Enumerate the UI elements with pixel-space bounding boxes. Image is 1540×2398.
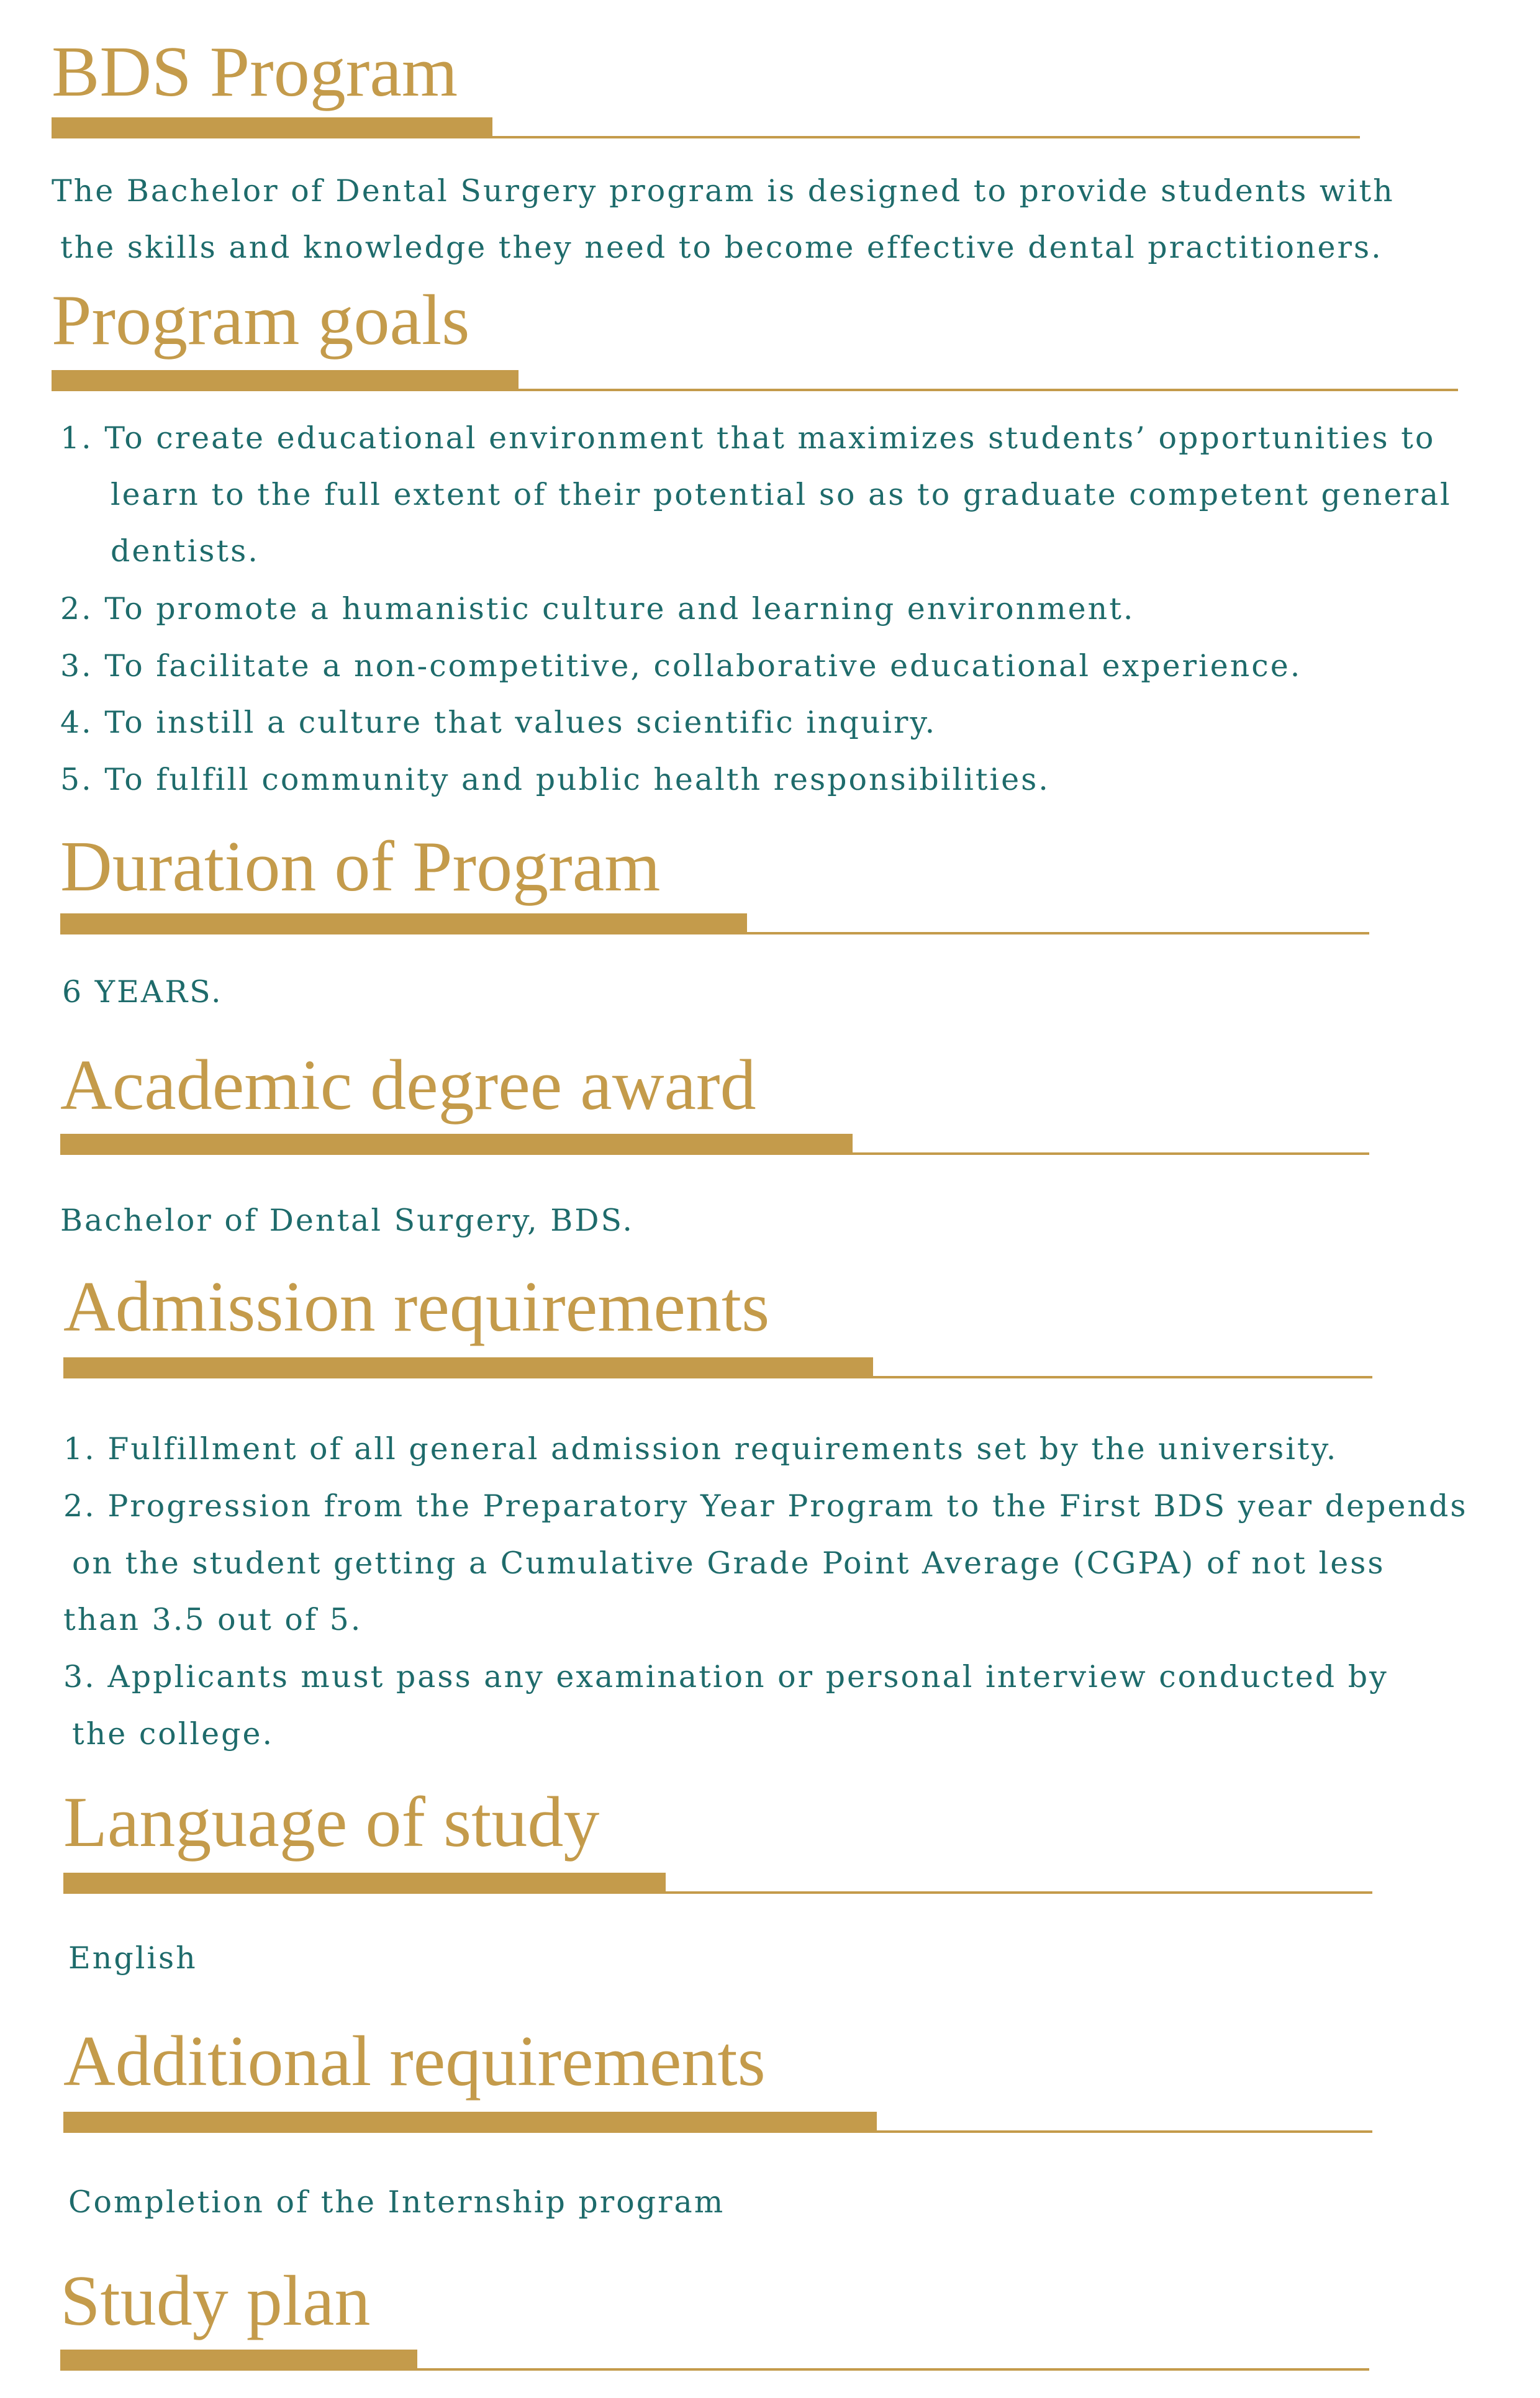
heading-degree: Academic degree award [60, 1046, 756, 1125]
paragraph-line: the skills and knowledge they need to become effective dental practitioners. [60, 230, 1383, 265]
list-item: 3. To facilitate a non-competitive, collaborative educational experience. [60, 648, 1302, 684]
paragraph-line: 6 YEARS. [62, 974, 223, 1010]
paragraph-line: The Bachelor of Dental Surgery program is designed to provide students with [52, 173, 1395, 209]
list-item: 1. Fulfillment of all general admission requirements set by the university. [63, 1431, 1338, 1467]
paragraph-line: English [68, 1940, 197, 1976]
list-item-continuation: learn to the full extent of their potential so as to graduate competent general [111, 477, 1452, 512]
list-item-continuation: dentists. [111, 533, 260, 569]
list-item-continuation: the college. [72, 1716, 274, 1752]
list-item-continuation: on the student getting a Cumulative Grade Point Average (CGPA) of not less [72, 1545, 1385, 1581]
paragraph-line: Completion of the Internship program [68, 2184, 725, 2220]
heading-admission: Admission requirements [63, 1267, 770, 1347]
heading-underline-thick [60, 2350, 417, 2368]
list-item: 4. To instill a culture that values scientific inquiry. [60, 705, 937, 740]
list-item: 5. To fulfill community and public health responsibilities. [60, 762, 1050, 797]
heading-bds-program: BDS Program [52, 32, 458, 112]
heading-additional: Additional requirements [63, 2022, 766, 2101]
paragraph-line: Bachelor of Dental Surgery, BDS. [60, 1203, 634, 1238]
heading-language: Language of study [63, 1783, 600, 1862]
list-item: 2. Progression from the Preparatory Year Program to the First BDS year depends [63, 1488, 1468, 1524]
list-item: 1. To create educational environment that maximizes students’ opportunities to [60, 420, 1436, 456]
list-item-continuation: than 3.5 out of 5. [63, 1602, 363, 1637]
heading-duration: Duration of Program [60, 827, 661, 907]
heading-program-goals: Program goals [52, 281, 470, 360]
list-item: 2. To promote a humanistic culture and learning environment. [60, 591, 1135, 627]
list-item: 3. Applicants must pass any examination or personal interview conducted by [63, 1659, 1388, 1694]
heading-study-plan: Study plan [60, 2261, 371, 2341]
heading-underline-thin [60, 2368, 1369, 2371]
